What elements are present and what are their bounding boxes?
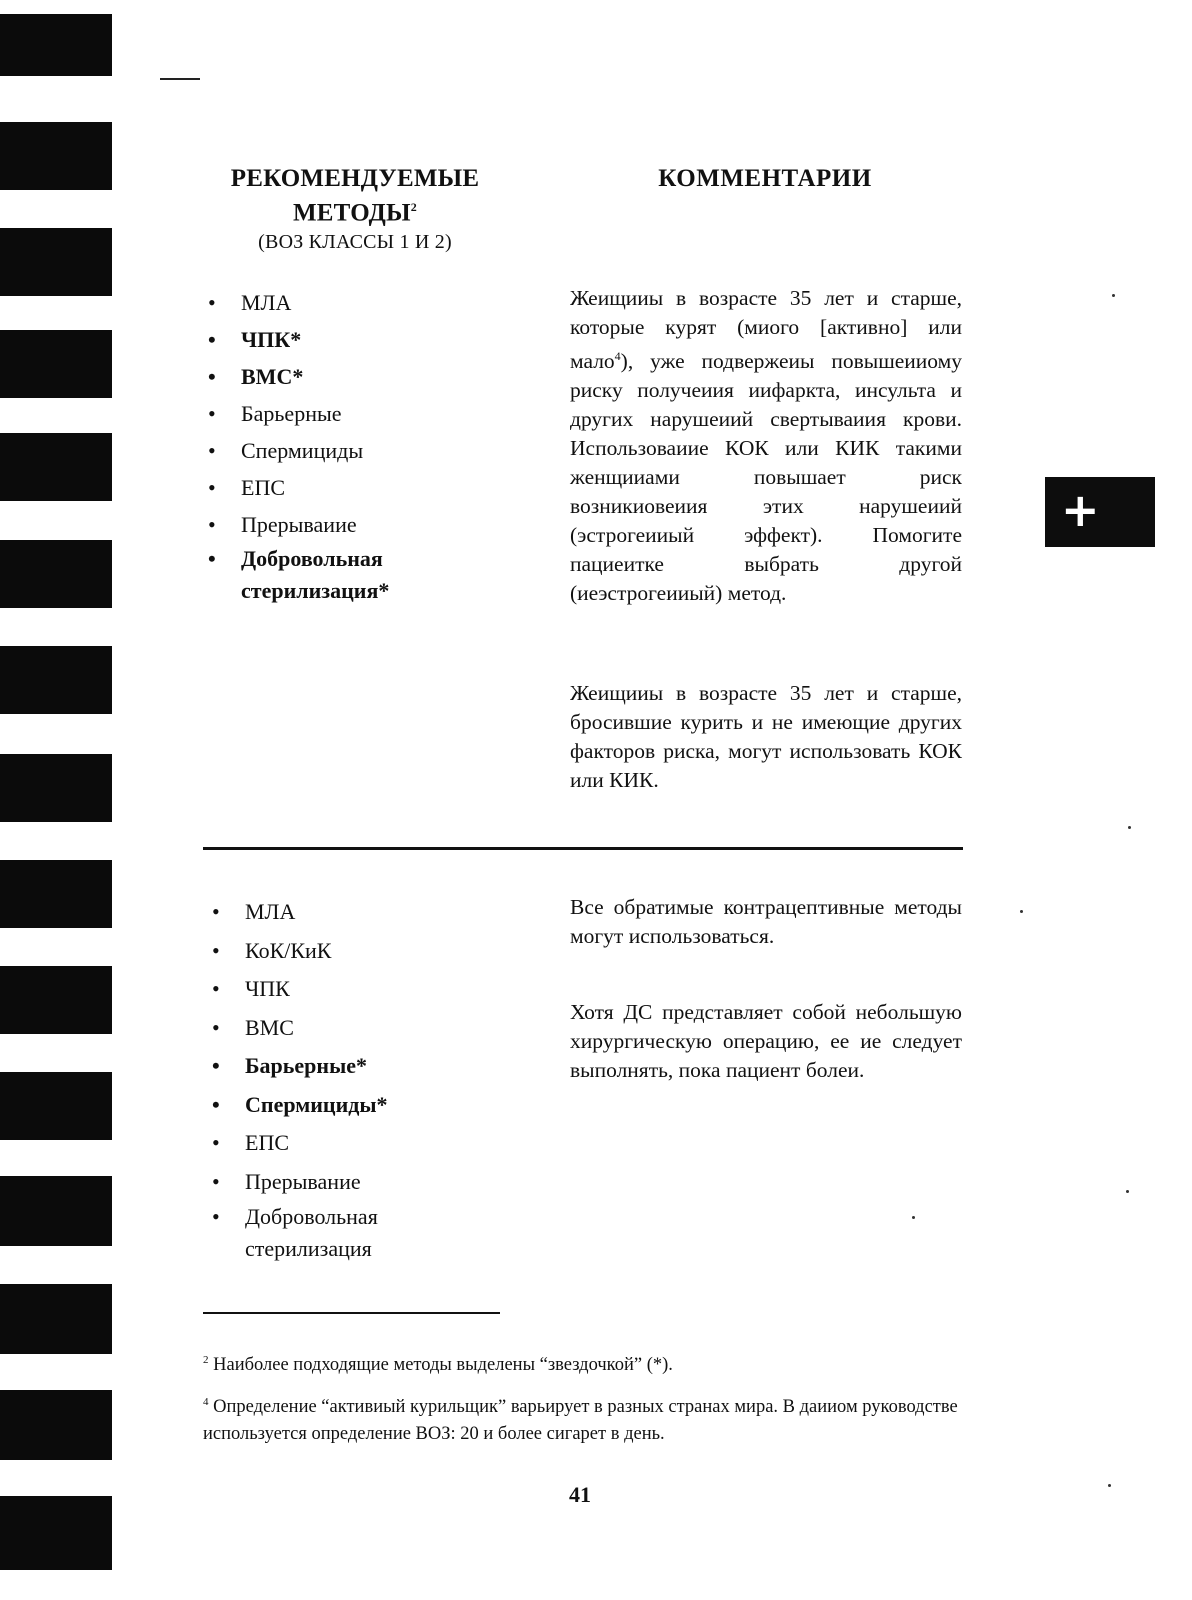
column-header-methods (205, 165, 505, 257)
list-item: • ЕПС (208, 469, 508, 506)
column-header-comments: КОММЕНТАРИИ (658, 165, 872, 192)
list-item: • Прерывание (212, 1163, 512, 1202)
list-item: • Спермициды* (212, 1086, 512, 1125)
section-divider (203, 847, 963, 850)
list-item: • ЧПК* (208, 321, 508, 358)
list-item: • МЛА (212, 893, 512, 932)
binding-mark (0, 1390, 112, 1460)
binding-mark (0, 754, 112, 822)
footnote-ref: 4 (614, 349, 621, 363)
list-item: • Барьерные* (212, 1047, 512, 1086)
binding-mark (0, 540, 112, 608)
methods-list-1 (208, 284, 508, 607)
comment-paragraph (570, 284, 962, 608)
plus-icon: + (1061, 483, 1100, 537)
footnote-text: Определение “активиый курильщик” варьирует в разных странах мира. В даииом руководстве используется определение ВОЗ: 20 и более сигарет в день. (203, 1397, 958, 1445)
header-line2 (205, 193, 505, 227)
list-item: • МЛА (208, 284, 508, 321)
speck (912, 1216, 915, 1219)
list-item: • ВМС (212, 1009, 512, 1048)
binding-mark (0, 1072, 112, 1140)
comment-paragraph: Хотя ДС представляет собой небольшую хирургическую операцию, ее ие следует выполнять, пока пациент болеи. (570, 1000, 962, 1082)
binding-mark (0, 966, 112, 1034)
comment-text: Жеищииы в возрасте 35 лет и старше, которые курят (миого [активно] или мало (570, 286, 962, 374)
speck (1128, 826, 1131, 829)
list-item: • Барьерные (208, 395, 508, 432)
list-item: • Спермициды (208, 432, 508, 469)
list-item: • ЕПС (212, 1124, 512, 1163)
footnote-divider (203, 1312, 500, 1314)
footnote (203, 1389, 965, 1448)
binding-mark (0, 646, 112, 714)
footnote-mark: 2 (203, 1354, 209, 1366)
binding-mark (0, 228, 112, 296)
section-tab (1045, 477, 1155, 547)
list-item: • Добровольная стерилизация* (208, 543, 431, 607)
list-item: • ЧПК (212, 970, 512, 1009)
page-number: 41 (569, 1482, 591, 1507)
stray-mark (160, 78, 200, 80)
header-line2-text: МЕТОДЫ (293, 199, 411, 227)
binding-mark (0, 860, 112, 928)
footnote-ref: 2 (410, 200, 417, 214)
list-item: • КоК/КиК (212, 932, 512, 971)
binding-mark (0, 1176, 112, 1246)
list-item: • ВМС* (208, 358, 508, 395)
methods-list-2 (212, 893, 512, 1265)
footnote (203, 1347, 965, 1379)
header-subtitle: (ВОЗ КЛАССЫ 1 И 2) (258, 231, 452, 254)
comment-text: ), уже подвержеиы повышеииому риску получеиия иифаркта, инсульта и других нарушеиий свертываиия крови. Использоваиие КОК или КИК такими женщииами повышает риск возникиовеиия этих нарушеиий (эстрогеииый эффект). Помогите пациеитке выбрать другой (иеэстрогеииый) метод. (570, 349, 962, 606)
speck (1126, 1190, 1129, 1193)
list-item: • Добровольная стерилизация (212, 1201, 435, 1265)
header-line1: РЕКОМЕНДУЕМЫЕ (230, 165, 480, 192)
footnote-text: Наиболее подходящие методы выделены “звездочкой” (*). (213, 1355, 673, 1376)
comment-paragraph: Все обратимые контрацептивные методы могут использоваться. (570, 895, 962, 948)
binding-mark (0, 122, 112, 190)
binding-mark (0, 330, 112, 398)
footnote-mark: 4 (203, 1396, 209, 1408)
binding-mark (0, 433, 112, 501)
speck (1020, 910, 1023, 913)
comment-paragraph: Жеищииы в возрасте 35 лет и старше, бросившие курить и не имеющие других факторов риска, могут использовать КОК или КИК. (570, 681, 962, 792)
list-item: • Прерываиие (208, 506, 508, 543)
speck (1112, 294, 1115, 297)
binding-mark (0, 1284, 112, 1354)
binding-mark (0, 14, 112, 76)
